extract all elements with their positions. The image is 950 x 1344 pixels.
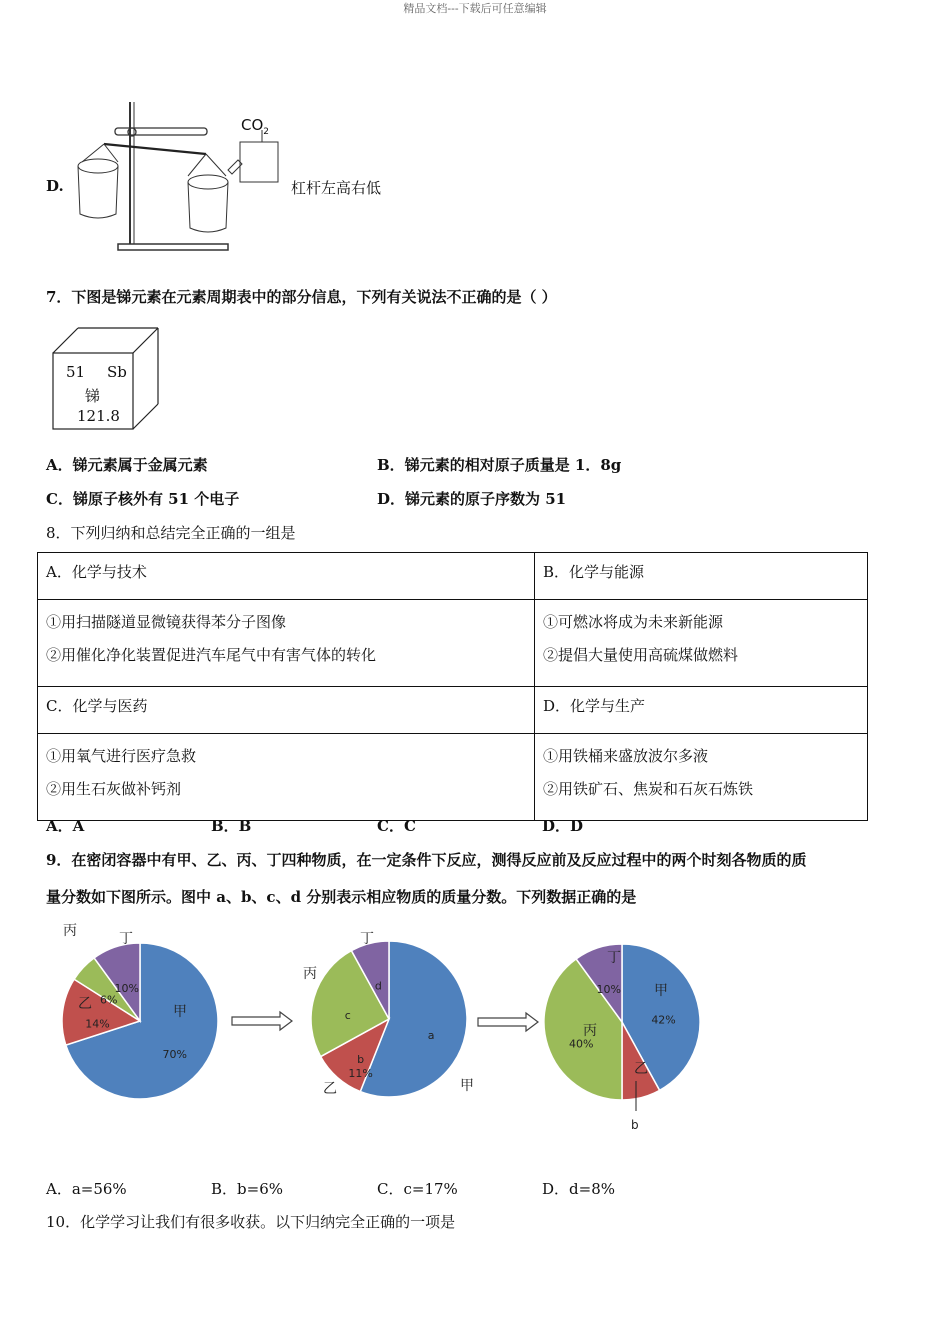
pie-3-extra-label: b [631, 1118, 639, 1132]
q7-option-d-label: D． [377, 490, 406, 508]
q6-option-d-label: D. [46, 177, 64, 195]
pie-chart-2 [303, 931, 474, 1097]
pie-chart-1 [62, 923, 218, 1099]
q9-option-c[interactable]: C．c=17% [377, 1180, 458, 1198]
co2-text: CO [241, 116, 264, 134]
q9-option-a[interactable]: A．a=56% [46, 1180, 127, 1198]
q10-question: 10．化学学习让我们有很多收获。以下归纳完全正确的一项是 [46, 1213, 456, 1231]
q8-cell-a-title: A．化学与技术 [38, 553, 535, 600]
q8-cell-c-title: C．化学与医药 [38, 687, 535, 734]
pie-2-value-label: b [357, 1053, 365, 1067]
q8-row-titles-2 [38, 687, 868, 734]
q8-option-d[interactable]: D．D [542, 817, 584, 835]
q7-option-a-text: 锑元素属于金属元素 [72, 456, 208, 474]
pie-2-value-label: a [427, 1029, 435, 1043]
element-number: 51 [66, 363, 86, 381]
pie-1-category-label: 丁 [119, 931, 133, 947]
q6-option-d-text: 杠杆左高右低 [291, 179, 382, 197]
q7-option-b-text: 锑元素的相对原子质量是 1．8g [404, 456, 622, 474]
q8-cell-d-line-2: ②用铁矿石、焦炭和石灰石炼铁 [543, 780, 754, 798]
q8-cell-d-title: D．化学与生产 [535, 687, 868, 734]
pie-1-value-label: 70% [162, 1048, 187, 1062]
pie-chart-3 [544, 944, 700, 1132]
q9-question-line2: 量分数如下图所示。图中 a、b、c、d 分别表示相应物质的质量分数。下列数据正确的是 [46, 888, 637, 906]
pie-1-category-label: 乙 [78, 996, 92, 1012]
arrow-icon [478, 1013, 538, 1031]
q7-option-c-text: 锑原子核外有 51 个电子 [72, 490, 240, 508]
q8-row-content-2 [38, 734, 868, 821]
pie-3-value-label: 10% [596, 983, 621, 997]
q7-option-a[interactable] [46, 454, 208, 475]
q8-cell-b-line-2: ②提倡大量使用高硫煤做燃料 [543, 646, 739, 664]
arrow-icon [232, 1012, 292, 1030]
pie-1-category-label: 甲 [173, 1004, 187, 1020]
page-header: 精品文档---下载后可任意编辑 [403, 2, 547, 15]
pie-1-value-label: 10% [114, 982, 139, 996]
q8-cell-a-line-1: ①用扫描隧道显微镜获得苯分子图像 [46, 613, 287, 631]
q9-option-b[interactable]: B．b=6% [211, 1180, 283, 1198]
pie-1-category-label: 丙 [63, 923, 77, 939]
pie-2-value-label: c [344, 1009, 351, 1023]
q8-option-b[interactable]: B．B [211, 817, 252, 835]
pie-2-category-label: 丁 [360, 931, 374, 947]
pie-2-value-label: d [374, 979, 382, 993]
q8-cell-c-line-2: ②用生石灰做补钙剂 [46, 780, 182, 798]
q7-option-b[interactable] [377, 454, 621, 475]
q8-row-content-1 [38, 600, 868, 687]
pie-2-value-label: 11% [348, 1067, 373, 1081]
q8-cell-d-content [535, 734, 868, 821]
pie-2-category-label: 甲 [460, 1078, 474, 1094]
q7-option-d-text: 锑元素的原子序数为 51 [405, 490, 567, 508]
lever-apparatus-figure [70, 100, 310, 260]
q8-table [37, 552, 868, 821]
q8-option-c[interactable]: C．C [377, 817, 416, 835]
pie-3-category-label: 甲 [654, 983, 668, 999]
q8-cell-b-line-1: ①可燃冰将成为未来新能源 [543, 613, 724, 631]
q7-option-a-label: A． [46, 456, 73, 474]
q7-option-d[interactable] [377, 488, 566, 509]
q8-cell-a-content [38, 600, 535, 687]
pie-3-category-label: 丙 [583, 1023, 597, 1039]
q8-cell-b-title: B．化学与能源 [535, 553, 868, 600]
pie-3-value-label: 42% [651, 1013, 676, 1027]
q7-option-c[interactable] [46, 488, 239, 509]
co2-label [241, 116, 269, 137]
pie-3-value-label: 40% [568, 1037, 594, 1051]
pie-3-category-label: 乙 [634, 1061, 648, 1077]
q7-option-c-label: C． [46, 490, 73, 508]
co2-subscript: 2 [263, 127, 270, 137]
q8-question: 8．下列归纳和总结完全正确的一组是 [46, 524, 296, 542]
pie-2-category-label: 丙 [303, 966, 317, 982]
q8-row-titles-1 [38, 553, 868, 600]
q8-cell-b-content [535, 600, 868, 687]
q8-cell-a-line-2: ②用催化净化装置促进汽车尾气中有害气体的转化 [46, 646, 377, 664]
q9-pie-charts [40, 915, 740, 1140]
q7-option-b-label: B． [377, 456, 405, 474]
q8-cell-d-line-1: ①用铁桶来盛放波尔多液 [543, 747, 709, 765]
q8-option-a[interactable]: A．A [46, 817, 85, 835]
q8-cell-c-line-1: ①用氧气进行医疗急救 [46, 747, 197, 765]
element-name: 锑 [85, 387, 101, 405]
q9-question-line1: 9．在密闭容器中有甲、乙、丙、丁四种物质，在一定条件下反应，测得反应前及反应过程中的两个时刻各物质的质 [46, 851, 807, 869]
pie-3-category-label: 丁 [607, 950, 621, 966]
q8-cell-c-content [38, 734, 535, 821]
q9-option-d[interactable]: D．d=8% [542, 1180, 615, 1198]
element-mass: 121.8 [77, 407, 120, 425]
q7-question: 7．下图是锑元素在元素周期表中的部分信息，下列有关说法不正确的是（ ） [46, 288, 557, 306]
element-symbol: Sb [107, 363, 127, 381]
pie-1-value-label: 14% [85, 1017, 110, 1031]
pie-2-category-label: 乙 [323, 1081, 337, 1097]
pie-1-value-label: 6% [100, 993, 118, 1007]
